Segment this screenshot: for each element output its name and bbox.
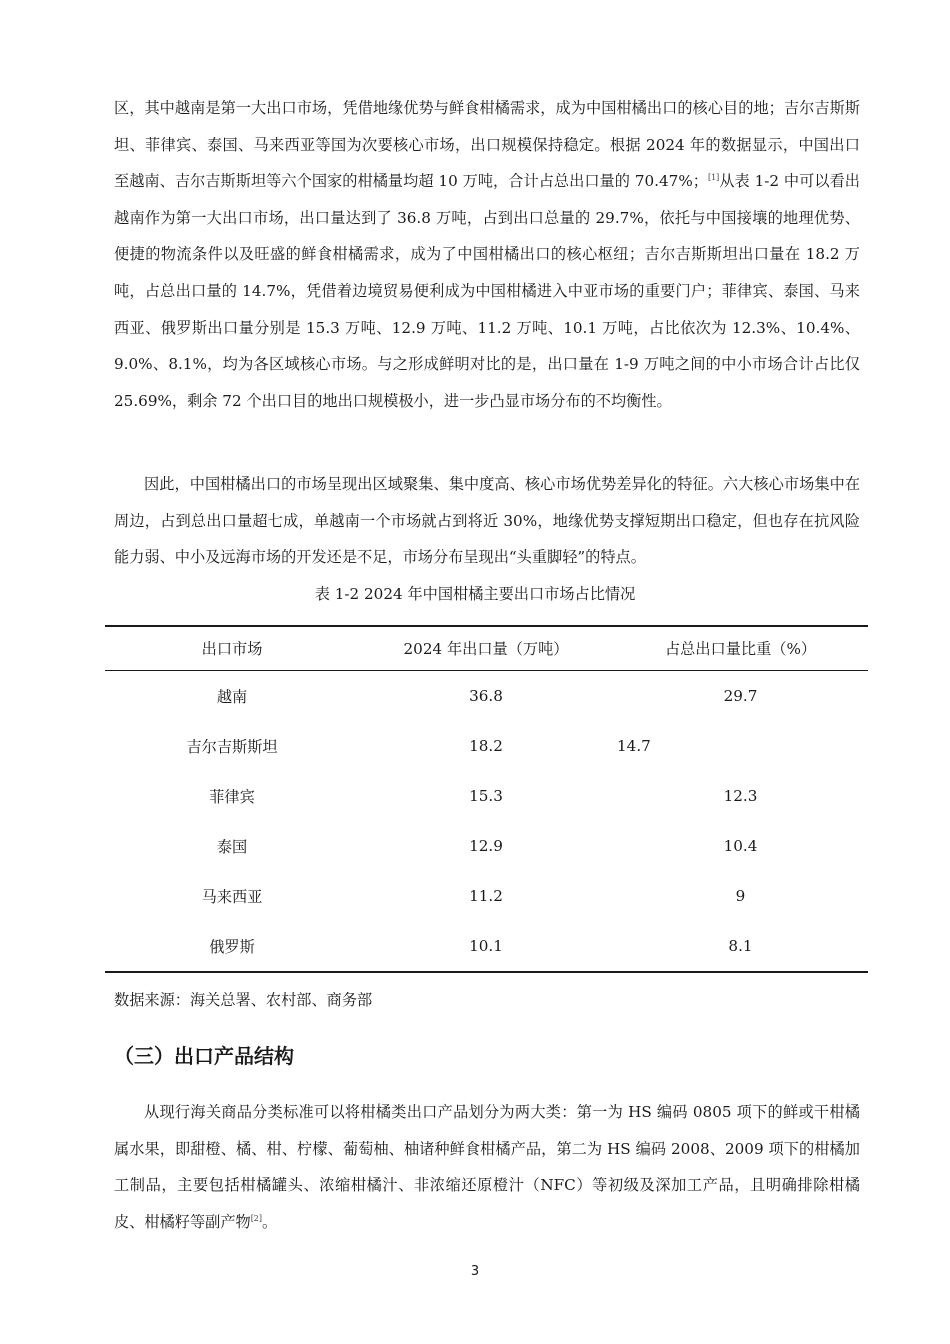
paragraph-text: 因此，中国柑橘出口的市场呈现出区域聚集、集中度高、核心市场优势差异化的特征。六大核心市场集中在周边，占到总出口量超七成，单越南一个市场就占到将近 30%，地缘优势支撑短期出口稳定，但也存在抗风险能力弱、中小及远海市场的开发还是不足，市场分布呈现出“头重脚轻”的特点。 (114, 475, 860, 567)
paragraph-text: 从表 1-2 中可以看出越南作为第一大出口市场，出口量达到了 36.8 万吨，占到出口总量的 29.7%，依托与中国接壤的地理优势、便捷的物流条件以及旺盛的鲜食柑橘需求，成为了中国柑橘出口的核心枢纽；吉尔吉斯斯坦出口量在 18.2 万吨，占总出口量的 14.7%，凭借着边境贸易便利成为中国柑橘进入中亚市场的重要门户；菲律宾、泰国、马来西亚、俄罗斯出口量分别是 15.3 万吨、12.9 万吨、11.2 万吨、10.1 万吨，占比依次为 12.3%、10.4%、9.0%、8.1%，均为各区域核心市场。与之形成鲜明对比的是，出口量在 1-9 万吨之间的中小市场合计占比仅 25.69%，剩余 72 个出口目的地出口规模极小，进一步凸显市场分布的不均衡性。 (114, 172, 860, 410)
cell-market: 马来西亚 (201, 887, 263, 906)
table-row (105, 821, 868, 871)
paragraph-product-structure (114, 1094, 860, 1240)
cell-market: 吉尔吉斯斯坦 (186, 737, 278, 756)
paragraph-conclusion (114, 466, 860, 576)
cell-market: 俄罗斯 (209, 937, 255, 956)
table-row (105, 771, 868, 821)
column-header-share: 占总出口量比重（%） (664, 640, 817, 658)
cell-volume: 10.1 (469, 937, 503, 955)
cell-market: 菲律宾 (209, 787, 255, 806)
paragraph-text: 从现行海关商品分类标准可以将柑橘类出口产品划分为两大类：第一为 HS 编码 0805 项下的鲜或干柑橘属水果，即甜橙、橘、柑、柠檬、葡萄柚、柚诸种鲜食柑橘产品，第二为 HS 编码 2008、2009 项下的柑橘加工制品，主要包括柑橘罐头、浓缩柑橘汁、非浓缩还原橙汁（NFC）等初级及深加工产品，且明确排除柑橘皮、柑橘籽等副产物 (114, 1103, 860, 1231)
cell-market: 越南 (216, 687, 248, 706)
citation-ref-2[interactable]: [2] (250, 1213, 263, 1223)
cell-volume: 18.2 (469, 737, 503, 755)
table-row (105, 721, 868, 771)
section-heading: （三）出口产品结构 (114, 1044, 294, 1068)
cell-volume: 12.9 (469, 837, 503, 855)
cell-share: 9 (735, 887, 746, 905)
table-header-row (105, 626, 868, 671)
cell-share: 8.1 (728, 937, 753, 955)
paragraph-market-distribution (114, 90, 860, 419)
cell-share: 14.7 (617, 737, 651, 755)
table-row (105, 671, 868, 722)
cell-share: 10.4 (723, 837, 758, 855)
cell-volume: 36.8 (469, 687, 503, 705)
cell-share: 29.7 (723, 687, 758, 705)
table-caption: 表 1-2 2024 年中国柑橘主要出口市场占比情况 (314, 585, 636, 603)
table-row (105, 921, 868, 972)
paragraph-text: 。 (262, 1212, 278, 1231)
cell-share: 12.3 (723, 787, 758, 805)
paragraph-text: 区，其中越南是第一大出口市场，凭借地缘优势与鲜食柑橘需求，成为中国柑橘出口的核心目的地；吉尔吉斯斯坦、菲律宾、泰国、马来西亚等国为次要核心市场，出口规模保持稳定。根据 2024 年的数据显示，中国出口至越南、吉尔吉斯斯坦等六个国家的柑橘量均超 10 万吨，合计占总出口量的 70.47%； (114, 99, 860, 191)
table-row (105, 871, 868, 921)
citation-ref-1[interactable]: [1] (707, 173, 720, 183)
cell-market: 泰国 (216, 837, 248, 856)
cell-volume: 11.2 (469, 887, 503, 905)
page-number: 3 (470, 1264, 480, 1279)
column-header-market: 出口市场 (201, 640, 263, 658)
cell-volume: 15.3 (469, 787, 503, 805)
table-source-note: 数据来源：海关总署、农村部、商务部 (114, 991, 373, 1009)
export-market-table (105, 625, 868, 973)
column-header-volume: 2024 年出口量（万吨） (403, 640, 569, 658)
